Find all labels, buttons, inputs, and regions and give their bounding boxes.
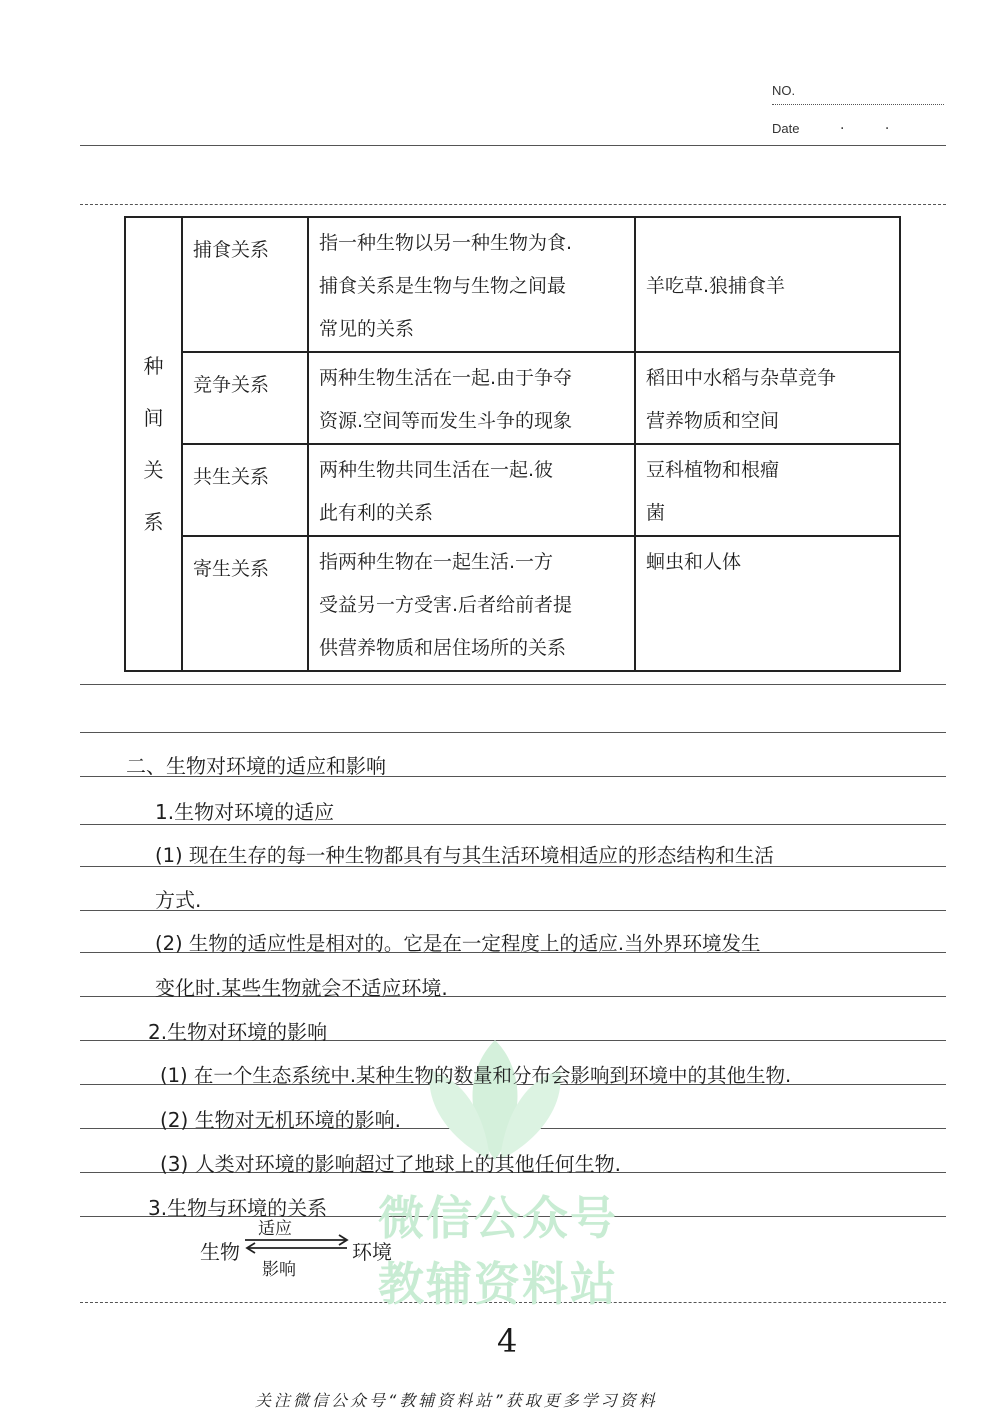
section-title: 二、生物对环境的适应和影响 (126, 754, 386, 778)
no-label: NO. (772, 83, 796, 98)
date-label: Date (772, 121, 800, 136)
description-line: 供营养物质和居住场所的关系 (319, 637, 567, 659)
watermark-line1: 微信公众号 (378, 1191, 618, 1245)
description-cell (308, 444, 635, 536)
subheading-3: 3.生物与环境的关系 (148, 1196, 328, 1220)
page-number: 4 (497, 1322, 518, 1360)
category-cell (125, 217, 182, 671)
description-cell (308, 536, 635, 671)
no-field-line (772, 104, 944, 105)
date-field-dots: · · (840, 121, 908, 137)
type-label: 捕食关系 (193, 239, 270, 261)
description-line: 此有利的关系 (319, 502, 434, 524)
table-row (125, 352, 900, 444)
diagram-right-label: 环境 (352, 1240, 392, 1264)
footer-note: 关注微信公众号“教辅资料站”获取更多学习资料 (255, 1391, 658, 1410)
type-label: 共生关系 (193, 466, 270, 488)
description-line: 指两种生物在一起生活.一方 (319, 551, 554, 573)
example-line: 豆科植物和根瘤 (646, 459, 780, 481)
double-arrow-icon (243, 1230, 353, 1260)
diagram-top-label: 适应 (258, 1219, 292, 1239)
type-label: 寄生关系 (193, 558, 270, 580)
description-cell (308, 217, 635, 352)
type-label: 竞争关系 (193, 374, 270, 396)
description-line: 常见的关系 (319, 318, 415, 340)
type-cell (182, 352, 308, 444)
ruled-line (80, 145, 946, 146)
diagram-bottom-label: 影响 (262, 1260, 296, 1280)
type-cell (182, 444, 308, 536)
interspecies-relations-table (124, 216, 901, 672)
paragraph-1a: (1) 现在生存的每一种生物都具有与其生活环境相适应的形态结构和生活 (155, 844, 774, 867)
example-line: 营养物质和空间 (646, 410, 780, 432)
description-line: 指一种生物以另一种生物为食. (319, 232, 573, 254)
table-row (125, 444, 900, 536)
paragraph-2b: 变化时.某些生物就会不适应环境. (155, 976, 448, 1000)
example-cell (635, 536, 900, 671)
paragraph-1b: 方式. (155, 888, 202, 912)
example-line: 稻田中水稻与杂草竞争 (646, 367, 837, 389)
paragraph-5: (3) 人类对环境的影响超过了地球上的其他任何生物. (160, 1152, 622, 1176)
category-label: 种间关系 (143, 354, 164, 534)
diagram-left-label: 生物 (200, 1240, 240, 1264)
subheading-1: 1.生物对环境的适应 (155, 800, 335, 824)
example-cell (635, 352, 900, 444)
paragraph-3: (1) 在一个生态系统中.某种生物的数量和分布会影响到环境中的其他生物. (160, 1064, 792, 1087)
example-cell (635, 217, 900, 352)
table-row (125, 536, 900, 671)
paragraph-2a: (2) 生物的适应性是相对的。它是在一定程度上的适应.当外界环境发生 (155, 932, 761, 955)
description-line: 两种生物共同生活在一起.彼 (319, 459, 554, 481)
description-cell (308, 352, 635, 444)
ruled-line (80, 910, 946, 911)
subheading-2: 2.生物对环境的影响 (148, 1020, 328, 1044)
description-line: 受益另一方受害.后者给前者提 (319, 594, 573, 616)
example-cell (635, 444, 900, 536)
example-line: 羊吃草.狼捕食羊 (646, 275, 786, 297)
ruled-line (80, 732, 946, 733)
description-line: 捕食关系是生物与生物之间最 (319, 275, 567, 297)
ruled-line (80, 204, 946, 205)
type-cell (182, 536, 308, 671)
watermark-line2: 教辅资料站 (378, 1257, 618, 1311)
example-line: 蛔虫和人体 (646, 551, 742, 573)
table-row (125, 217, 900, 352)
description-line: 资源.空间等而发生斗争的现象 (319, 410, 573, 432)
example-line: 菌 (646, 502, 666, 524)
paragraph-4: (2) 生物对无机环境的影响. (160, 1108, 402, 1132)
ruled-line (80, 684, 946, 685)
type-cell (182, 217, 308, 352)
example-line (646, 222, 891, 265)
description-line: 两种生物生活在一起.由于争夺 (319, 367, 573, 389)
